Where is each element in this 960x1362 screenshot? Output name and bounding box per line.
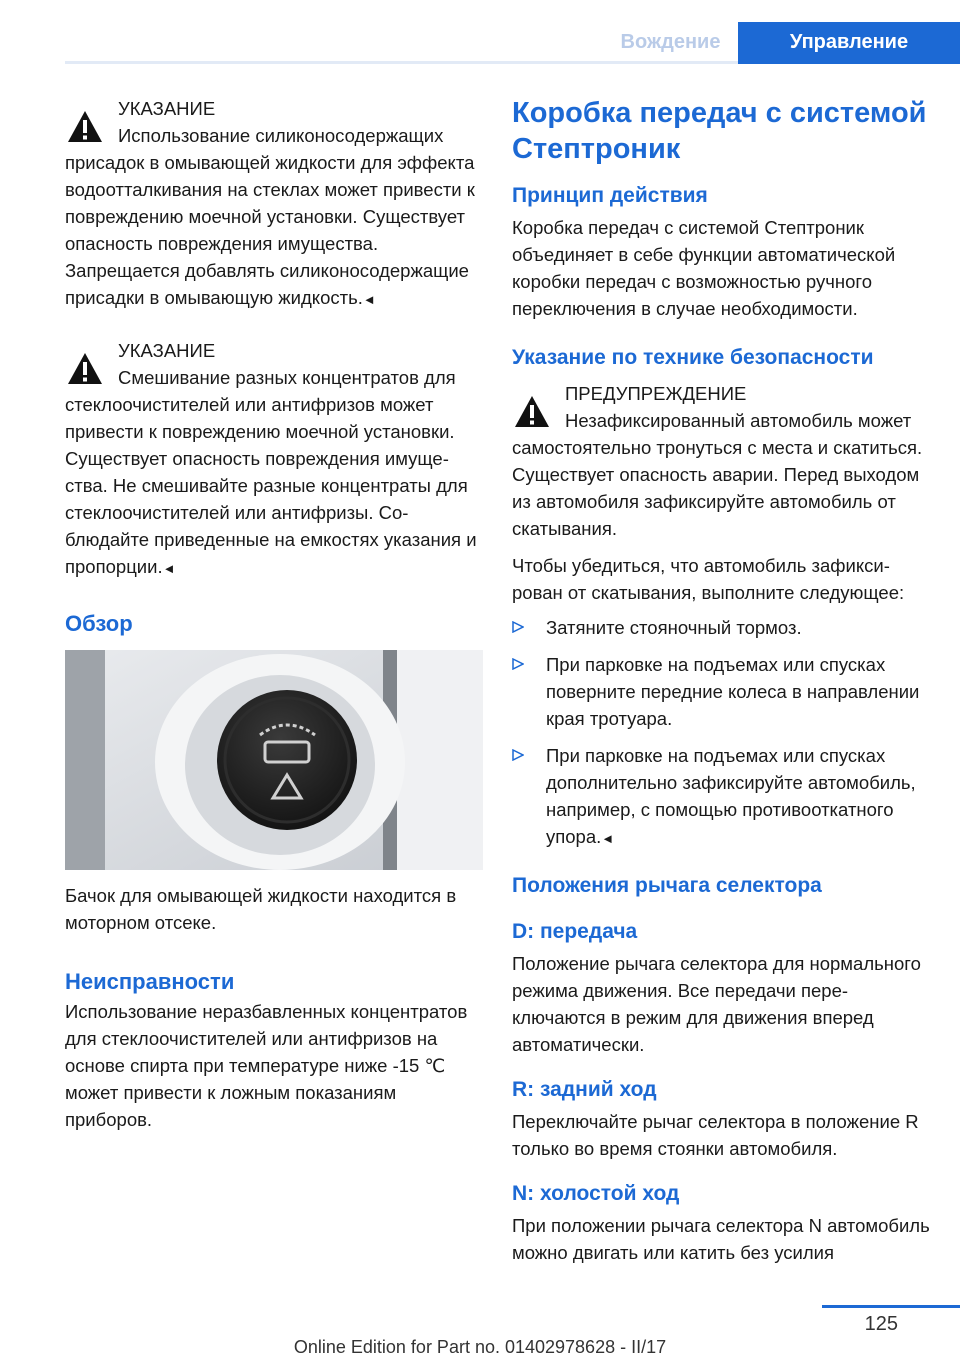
d-text: Положение рычага селектора для нормального режима движения. Все передачи переключаются в режим для движения вперед автоматически. (512, 953, 921, 1055)
triangle-bullet-icon (512, 621, 524, 633)
steps-list (512, 614, 932, 852)
principle-text: Коробка передач с системой Стептроник объединяет в себе функции автоматической коробки передач с возможностью ручного переключения в случае необходимости. (512, 217, 896, 319)
right-column (512, 95, 932, 1266)
warning-triangle-icon (65, 349, 105, 389)
warning-triangle-icon (65, 107, 105, 147)
notice-title: УКАЗАНИЕ (118, 98, 216, 119)
washer-reservoir-photo (65, 650, 483, 870)
d-heading: D: передача (512, 920, 638, 943)
list-item (512, 742, 932, 852)
n-text: При положении рычага селектора N автомобиль можно двигать или катить без усилия (512, 1215, 930, 1263)
triangle-bullet-icon (512, 658, 524, 670)
notice-block-1 (65, 95, 483, 313)
steps-intro: Чтобы убедиться, что автомобиль зафиксирован от скатывания, выполните следующее: (512, 555, 905, 603)
warning-block (512, 380, 932, 542)
section-title: Коробка передач с системой Стептроник (512, 97, 927, 165)
principle-heading: Принцип действия (512, 184, 708, 207)
list-item (512, 614, 932, 641)
end-mark-icon: ◄ (362, 292, 376, 307)
end-mark-icon: ◄ (162, 561, 176, 576)
notice-text: Смешивание разных концентратов для стеклоочистителей или антифризов может привести к повреждению моечной установки. Существует опасность повреждения имущества. Не смешивайте разные концентраты для стеклоочистителей или антифризы. Соблюдайте приведенные на емкостях указания и пропорции. (65, 367, 477, 577)
overview-heading: Обзор (65, 611, 133, 636)
tab-controls[interactable]: Управление (738, 22, 960, 64)
notice-text: Использование силиконосодержащих присадок в омывающей жидкости для эффекта водоотталкивания на стеклах может привести к повреждению моечной установки. Существует опасность повреждения имущества. Запрещается добавлять силиконосодержащие присадки в омывающую жидкость. (65, 125, 475, 308)
warning-triangle-icon (512, 392, 552, 432)
tab-driving[interactable]: Вождение (620, 31, 721, 53)
edition-label: Online Edition for Part no. 01402978628 - II/17 (293, 1337, 667, 1357)
triangle-bullet-icon (512, 749, 524, 761)
n-heading: N: холостой ход (512, 1182, 680, 1205)
r-text: Переключайте рычаг селектора в положение R только во время стоянки автомобиля. (512, 1111, 919, 1159)
photo-caption: Бачок для омывающей жидкости находится в моторном отсеке. (65, 885, 457, 933)
faults-heading: Неисправности (65, 969, 235, 994)
warning-title: ПРЕДУПРЕЖДЕНИЕ (565, 383, 747, 404)
step-text: Затяните стояночный тормоз. (546, 617, 802, 638)
warning-text: Незафиксированный автомобиль может самостоятельно тронуться с места и скатиться. Существует опасность аварии. Перед выходом из автомобиля зафиксируйте автомобиль от скатывания. (512, 410, 923, 539)
notice-block-2 (65, 337, 483, 582)
r-heading: R: задний ход (512, 1078, 657, 1101)
end-mark-icon: ◄ (601, 831, 615, 846)
footer-rule (822, 1305, 960, 1308)
list-item (512, 651, 932, 732)
page-number: 125 (864, 1313, 898, 1335)
safety-heading: Указание по технике безопасности (512, 346, 874, 369)
step-text: При парковке на подъемах или спусках поверните передние колеса в направлении края тротуара. (546, 654, 920, 729)
positions-heading: Положения рычага селектора (512, 874, 822, 897)
left-column (65, 95, 483, 1133)
step-text: При парковке на подъемах или спусках дополнительно зафиксируйте автомобиль, например, с помощью противооткатного упора. (546, 745, 916, 847)
notice-title: УКАЗАНИЕ (118, 340, 216, 361)
faults-text: Использование неразбавленных концентратов для стеклоочистителей или антифризов на основе спирта при температуре ниже -15 ℃ может привести к ложным показаниям приборов. (65, 1001, 468, 1130)
